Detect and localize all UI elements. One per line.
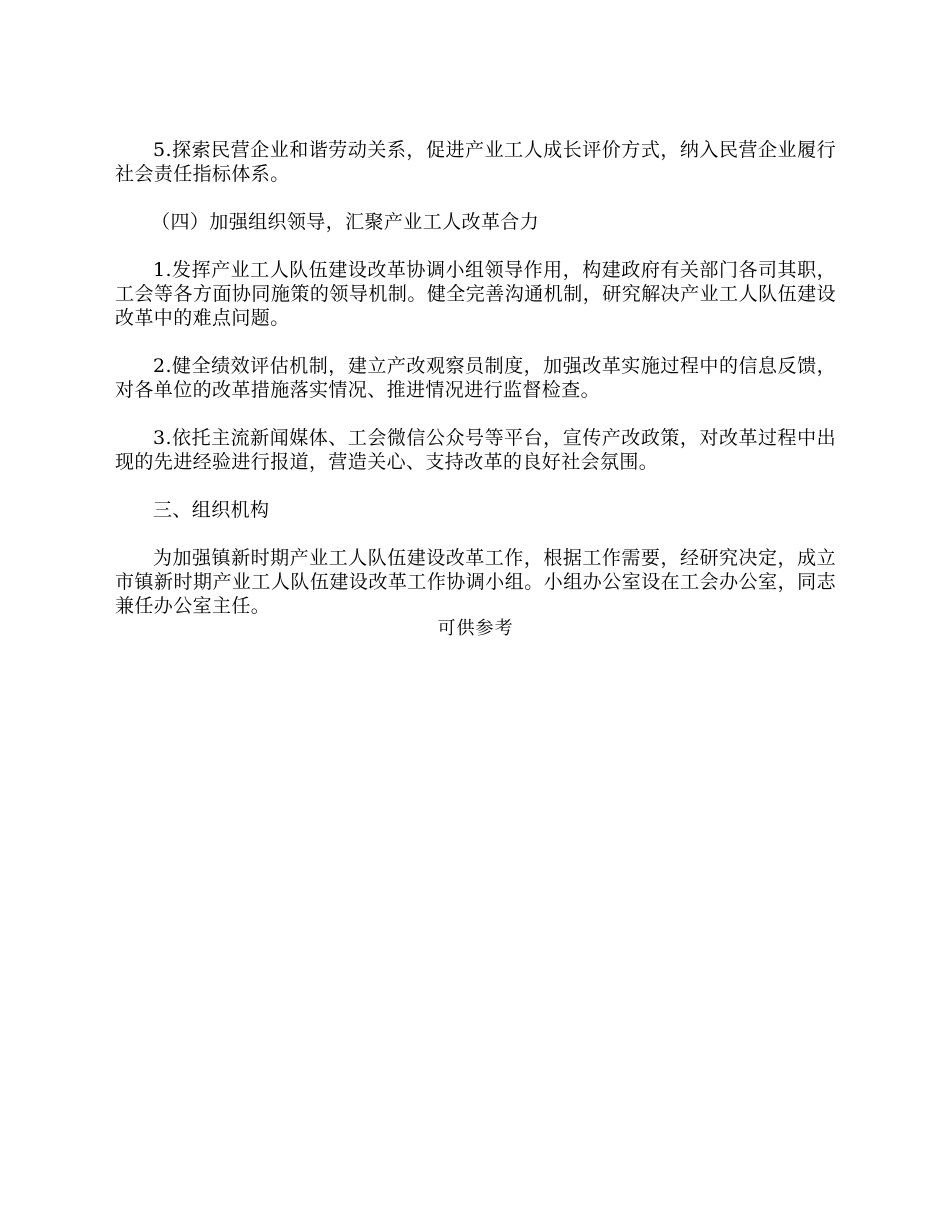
paragraph-gap	[115, 522, 836, 546]
page-footer: 可供参考	[437, 618, 514, 639]
paragraph-gap	[115, 402, 836, 426]
paragraph-item-2: 2.健全绩效评估机制，建立产改观察员制度，加强改革实施过程中的信息反馈，对各单位的改革措施落实情况、推进情况进行监督检查。	[115, 355, 836, 401]
paragraph-gap	[115, 186, 836, 210]
section-heading-4: （四）加强组织领导，汇聚产业工人改革合力	[151, 211, 540, 233]
paragraph-item-1: 1.发挥产业工人队伍建设改革协调小组领导作用，构建政府有关部门各司其职，工会等各方面协同施策的领导机制。健全完善沟通机制，研究解决产业工人队伍建设改革中的难点问题。	[115, 259, 836, 329]
paragraph-gap	[115, 474, 836, 498]
paragraph-gap	[115, 330, 836, 354]
paragraph-item-3: 3.依托主流新闻媒体、工会微信公众号等平台，宣传产改政策，对改革过程中出现的先进经验进行报道，营造关心、支持改革的良好社会氛围。	[115, 427, 836, 473]
document-page	[115, 138, 836, 640]
section-heading-3: 三、组织机构	[153, 499, 270, 521]
paragraph-item-5: 5.探索民营企业和谐劳动关系，促进产业工人成长评价方式，纳入民营企业履行社会责任指标体系。	[115, 139, 836, 185]
paragraph-gap	[115, 234, 836, 258]
paragraph-organization: 为加强镇新时期产业工人队伍建设改革工作，根据工作需要，经研究决定，成立市镇新时期产业工人队伍建设改革工作协调小组。小组办公室设在工会办公室，同志兼任办公室主任。	[115, 547, 836, 617]
